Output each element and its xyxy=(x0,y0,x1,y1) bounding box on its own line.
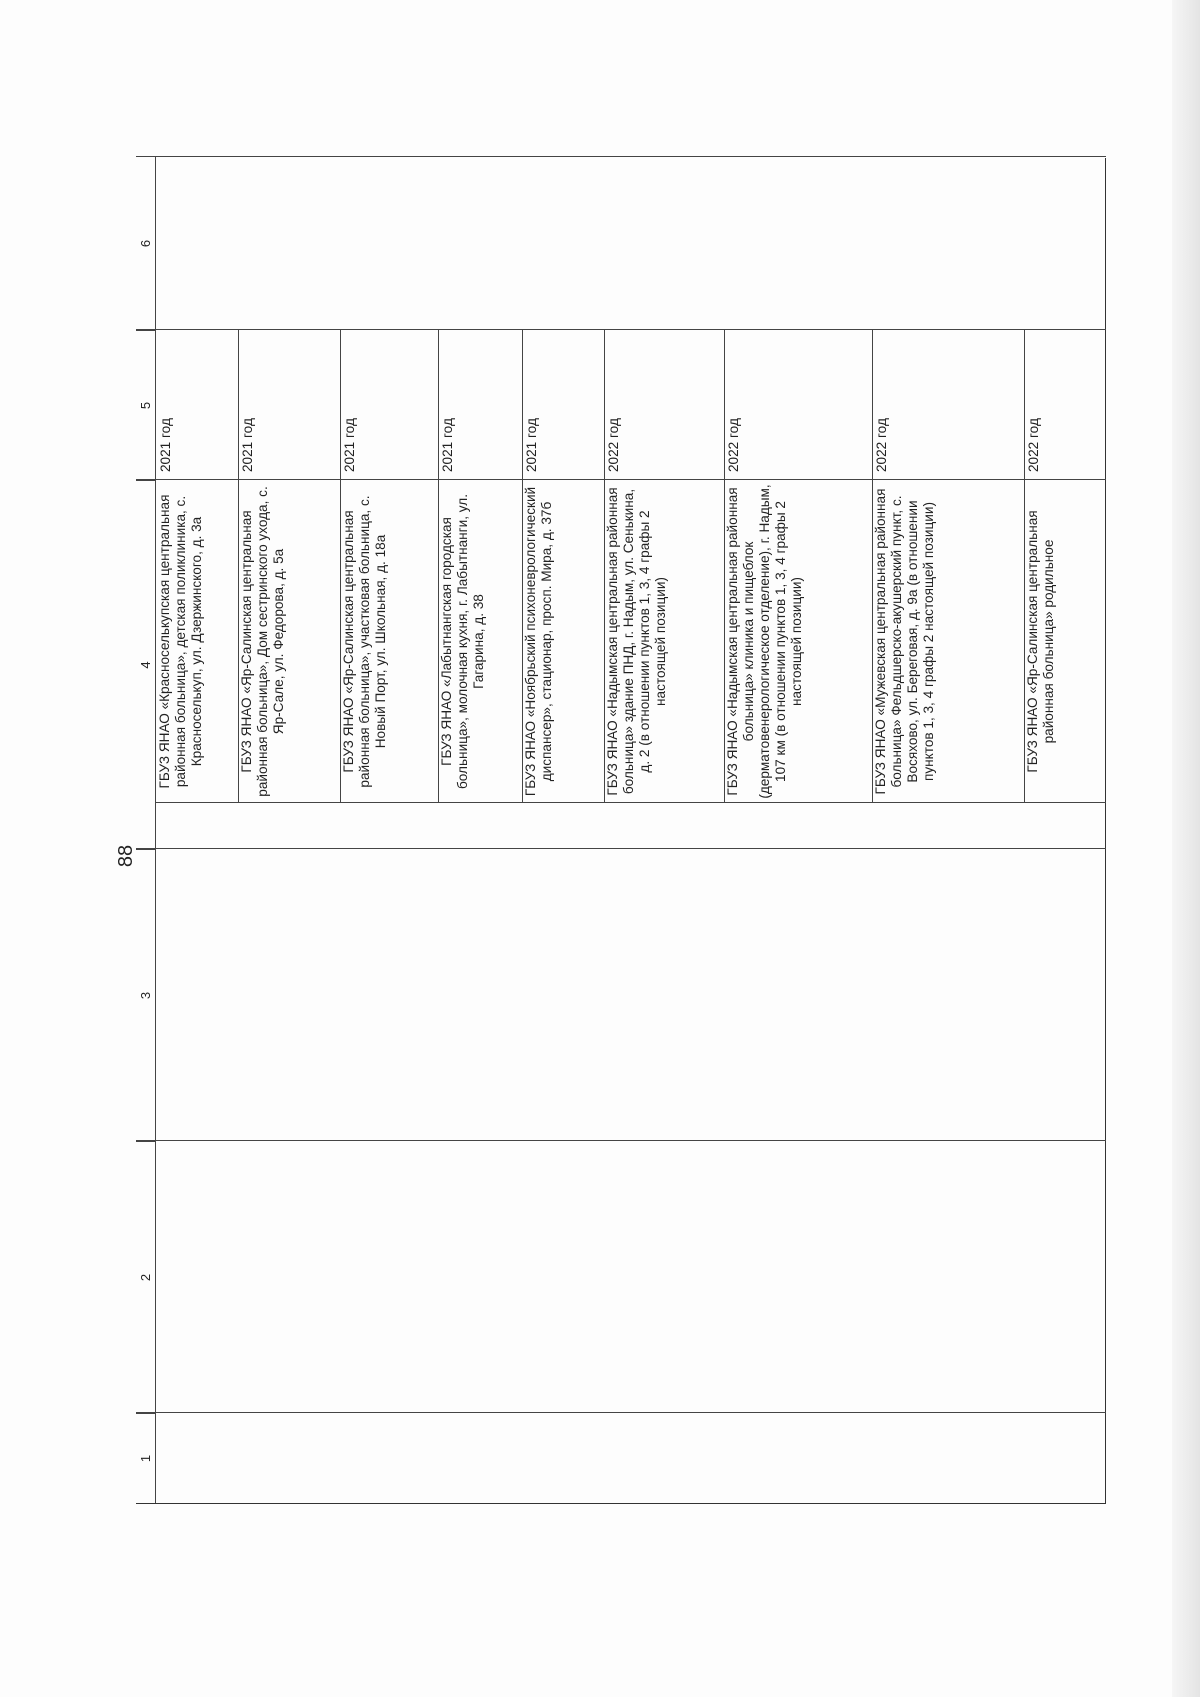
column-header-1: 1 xyxy=(136,1413,156,1503)
completion-year: 2022 год xyxy=(874,418,889,472)
facility-name: ГБУЗ ЯНАО «Красноселькупская центральная районная больница», детская поликлиника, с. Красноселькуп, ул. Дзержинского, д. 3а xyxy=(157,494,204,789)
completion-year: 2021 год xyxy=(158,418,173,472)
data-table xyxy=(136,158,1106,1504)
grid-line xyxy=(136,1140,1106,1141)
column-header-5: 5 xyxy=(136,330,156,480)
grid-line xyxy=(136,156,1106,157)
completion-year: 2022 год xyxy=(606,418,621,472)
facility-name: ГБУЗ ЯНАО «Яр-Салинская центральная районная больница» родильное xyxy=(1025,510,1056,773)
completion-year: 2022 год xyxy=(726,418,741,472)
facility-name: ГБУЗ ЯНАО «Яр-Салинская центральная районная больница», участковая больница, с. Новый Порт, ул. Школьная, д. 18а xyxy=(341,495,388,788)
facility-name: ГБУЗ ЯНАО «Надымская центральная районная больница» здание ПНД, г. Надым, ул. Сенькина, д. 2 (в отношении пунктов 1, 3, 4 графы 2 настоящей позиции) xyxy=(605,487,668,796)
grid-line xyxy=(136,848,1106,849)
facility-name: ГБУЗ ЯНАО «Надымская центральная районная больница» клиника и пищеблок (дерматовенерологическое отделение), г. Надым, 107 км (в отношении пунктов 1, 3, 4 графы 2 настоящей позиции) xyxy=(725,484,804,799)
completion-year: 2022 год xyxy=(1026,418,1041,472)
completion-year: 2021 год xyxy=(240,418,255,472)
completion-year: 2021 год xyxy=(440,418,455,472)
column-header-4: 4 xyxy=(136,480,156,849)
facility-name: ГБУЗ ЯНАО «Лабытнангская городская больница», молочная кухня, г. Лабытнанги, ул. Гагарина, д. 38 xyxy=(439,494,486,789)
page-number: 88 xyxy=(115,844,137,868)
page-edge-shadow xyxy=(1172,0,1200,1697)
completion-year: 2021 год xyxy=(524,418,539,472)
column-header-3: 3 xyxy=(136,849,156,1141)
column-header-6: 6 xyxy=(136,157,156,330)
column-header-2: 2 xyxy=(136,1141,156,1413)
grid-line xyxy=(136,1412,1106,1413)
facility-name: ГБУЗ ЯНАО «Ноябрьский психоневрологический диспансер», стационар, просп. Мира, д. 37б xyxy=(523,486,554,797)
facility-name: ГБУЗ ЯНАО «Яр-Салинская центральная районная больница», Дом сестринского ухода, с. Яр-Сале, ул. Федорова, д. 5а xyxy=(239,486,286,797)
completion-year: 2021 год xyxy=(342,418,357,472)
facility-name: ГБУЗ ЯНАО «Мужевская центральная районная больница» Фельдшерско-акушерский пункт, с. Восяхово, ул. Береговая, д. 9а (в отношении пунктов 1, 3, 4 графы 2 настоящей позиции) xyxy=(873,488,936,795)
